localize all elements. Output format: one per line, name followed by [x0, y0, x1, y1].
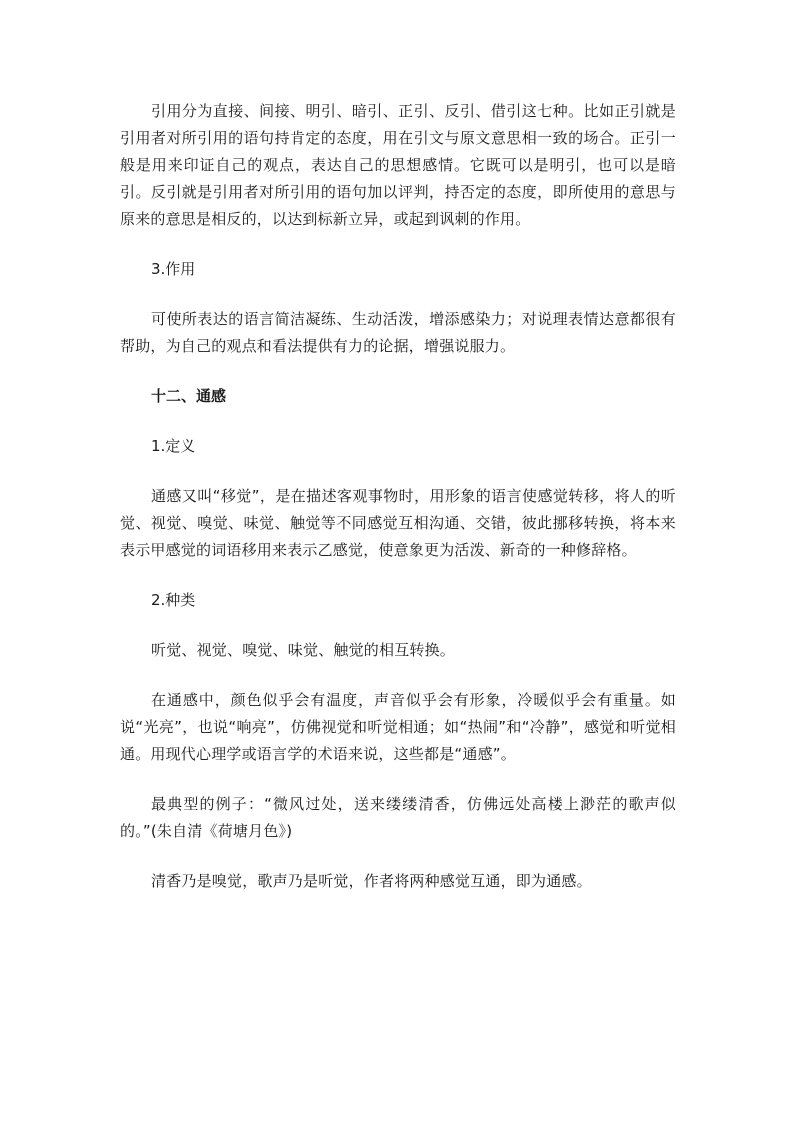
paragraph-definition: 通感又叫“移觉”，是在描述客观事物时，用形象的语言使感觉转移，将人的听觉、视觉、嗅觉、味觉、触觉等不同感觉互相沟通、交错，彼此挪移转换，将本来表示甲感觉的词语移用来表示乙感觉，使意象更为活泼、新奇的一种修辞格。 [120, 487, 676, 559]
section-title-synesthesia: 十二、通感 [151, 387, 227, 405]
paragraph-quotation-types: 引用分为直接、间接、明引、暗引、正引、反引、借引这七种。比如正引就是引用者对所引用的语句持肯定的态度，用在引文与原文意思相一致的场合。正引一般是用来印证自己的观点，表达自己的思想感情。它既可以是明引，也可以是暗引。反引就是引用者对所引用的语句加以评判，持否定的态度，即所使用的意思与原来的意思是相反的，以达到标新立异，或起到讽刺的作用。 [120, 102, 676, 228]
subheading-types: 2.种类 [151, 591, 196, 609]
document-body [120, 98, 676, 918]
paragraph-example: 最典型的例子：“微风过处，送来缕缕清香，仿佛远处高楼上渺茫的歌声似的。”(朱自清《荷塘月色》) [120, 795, 676, 840]
subheading-function: 3.作用 [151, 260, 196, 278]
paragraph-types: 听觉、视觉、嗅觉、味觉、触觉的相互转换。 [151, 641, 456, 659]
paragraph-analysis: 清香乃是嗅觉，歌声乃是听觉，作者将两种感觉互通，即为通感。 [151, 872, 592, 890]
paragraph-function: 可使所表达的语言简洁凝练、生动活泼，增添感染力；对说理表情达意都很有帮助，为自己的观点和看法提供有力的论据，增强说服力。 [120, 310, 676, 355]
paragraph-explanation: 在通感中，颜色似乎会有温度，声音似乎会有形象，冷暖似乎会有重量。如说“光亮”，也说“响亮”，仿佛视觉和听觉相通；如“热闹”和“冷静”，感觉和听觉相通。用现代心理学或语言学的术语来说，这些都是“通感”。 [120, 691, 676, 763]
subheading-definition: 1.定义 [151, 437, 196, 455]
